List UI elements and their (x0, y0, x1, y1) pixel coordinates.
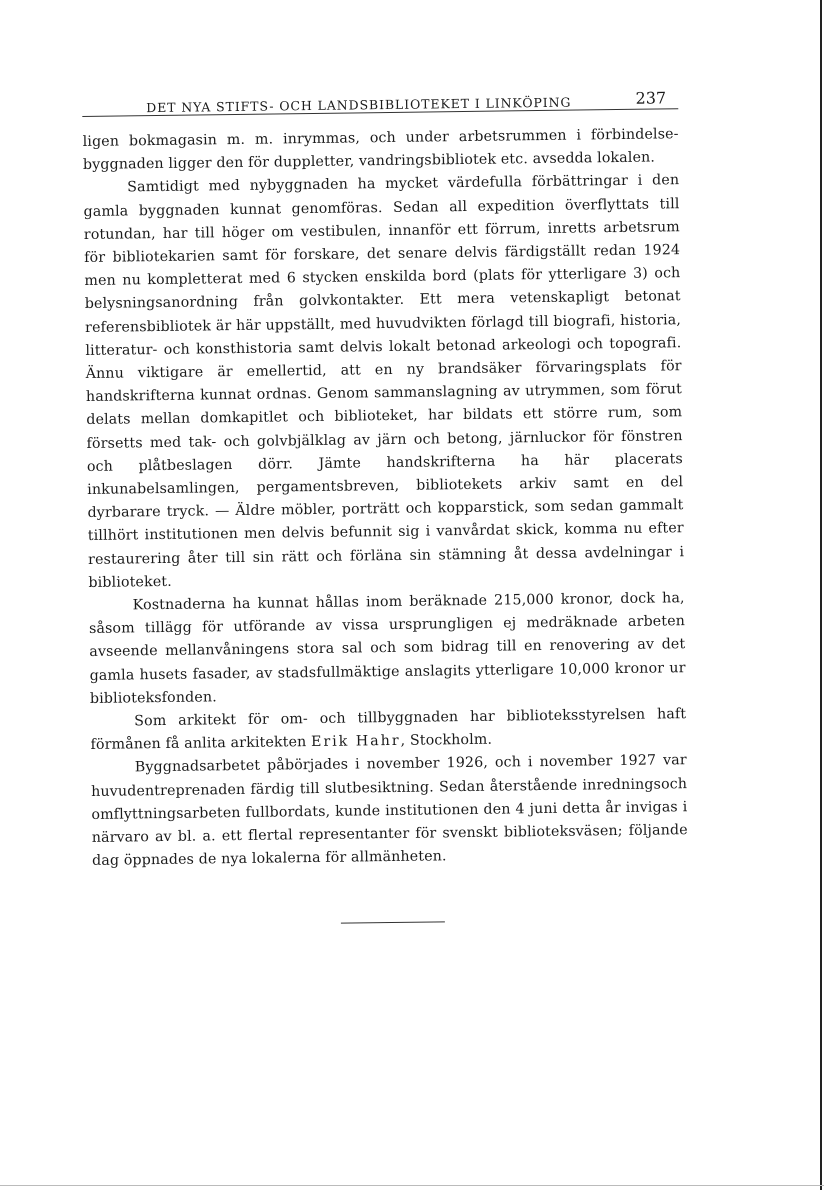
running-title: DET NYA STIFTS- OCH LANDSBIBLIOTEKET I LINKÖPING (146, 94, 572, 116)
body-text (83, 123, 689, 873)
scan-edge-right (820, 0, 822, 1190)
page-number: 237 (635, 88, 667, 108)
architect-text-after: , Stockholm. (400, 731, 493, 750)
page-header (82, 84, 678, 117)
paragraph-costs: Kostnaderna ha kunnat hållas inom beräknade 215,000 kronor, dock ha, såsom tillägg för utförande av vissa ursprungligen ej medräknade arbeten avseende mellanvåningens stora sal och som bidrag till en renovering av det gamla husets fasader, av stadsfullmäktige anslagits ytterligare 10,000 kronor ur biblioteksfonden. (88, 590, 686, 707)
paragraph-architect (90, 703, 687, 757)
paragraph-construction: Byggnadsarbetet påbörjades i november 1926, och i november 1927 var huvudentreprenaden färdig till slutbesiktning. Sedan återstående inredningsoch omflyttningsarbeten fullbordats, kunde institutionen den 4 juni detta år invigas i närvaro av bl. a. ett flertal representanter för svenskt biblioteksväsen; följande dag öppnades de nya lokalerna för allmänheten. (91, 752, 688, 870)
paragraph-renovations: Samtidigt med nybyggnaden ha mycket värdefulla förbättringar i den gamla byggnaden kunnat genomföras. Sedan all expedition överflyttats till rotundan, har till höger om vestibulen, innanför ett förrum, inretts arbetsrum för bibliotekarien samt för forskare, det senare delvis färdigställt redan 1924 men nu kompletterat med 6 stycken enskilda bord (plats för ytterligare 3) och belysningsanordning från golvkontakter. Ett mera vetenskapligt betonat referensbibliotek är här uppställt, med huvudvikten förlagd till biografi, historia, litteratur- och konsthistoria samt delvis lokalt betonad arkeologi och topografi. Ännu viktigare är emellertid, att en ny brandsäker förvaringsplats för handskrifterna kunnat ordnas. Genom sammanslagning av utrymmen, som förut delats mellan domkapitlet och biblioteket, har bildats ett större rum, som försetts med tak- och golvbjälklag av järn och betong, järnluckor för fönstren och plåtbeslagen dörr. Jämte handskrifterna ha här placerats inkunabelsamlingen, pergamentsbreven, bibliotekets arkiv samt en del dyrbarare tryck. — Äldre möbler, porträtt och kopparstick, som sedan gammalt tillhört institutionen men delvis befunnit sig i vanvårdat skick, komma nu efter restaurering åter till sin rätt och förläna sin stämning åt dessa avdelningar i biblioteket. (83, 172, 685, 591)
architect-text-before: Som arkitekt för om- och tillbyggnaden har biblioteksstyrelsen haft förmånen få anlita arkitekten (90, 706, 687, 754)
scan-edge-bottom (0, 1185, 824, 1186)
closing-rule (341, 921, 445, 923)
book-page (82, 84, 689, 926)
architect-name: Erik Hahr (310, 733, 401, 751)
paragraph-continued: ligen bokmagasin m. m. inrymmas, och under arbetsrummen i förbindelse-byggnaden ligger den för duppletter, vandringsbibliotek etc. avsedda lokalen. (82, 126, 679, 174)
